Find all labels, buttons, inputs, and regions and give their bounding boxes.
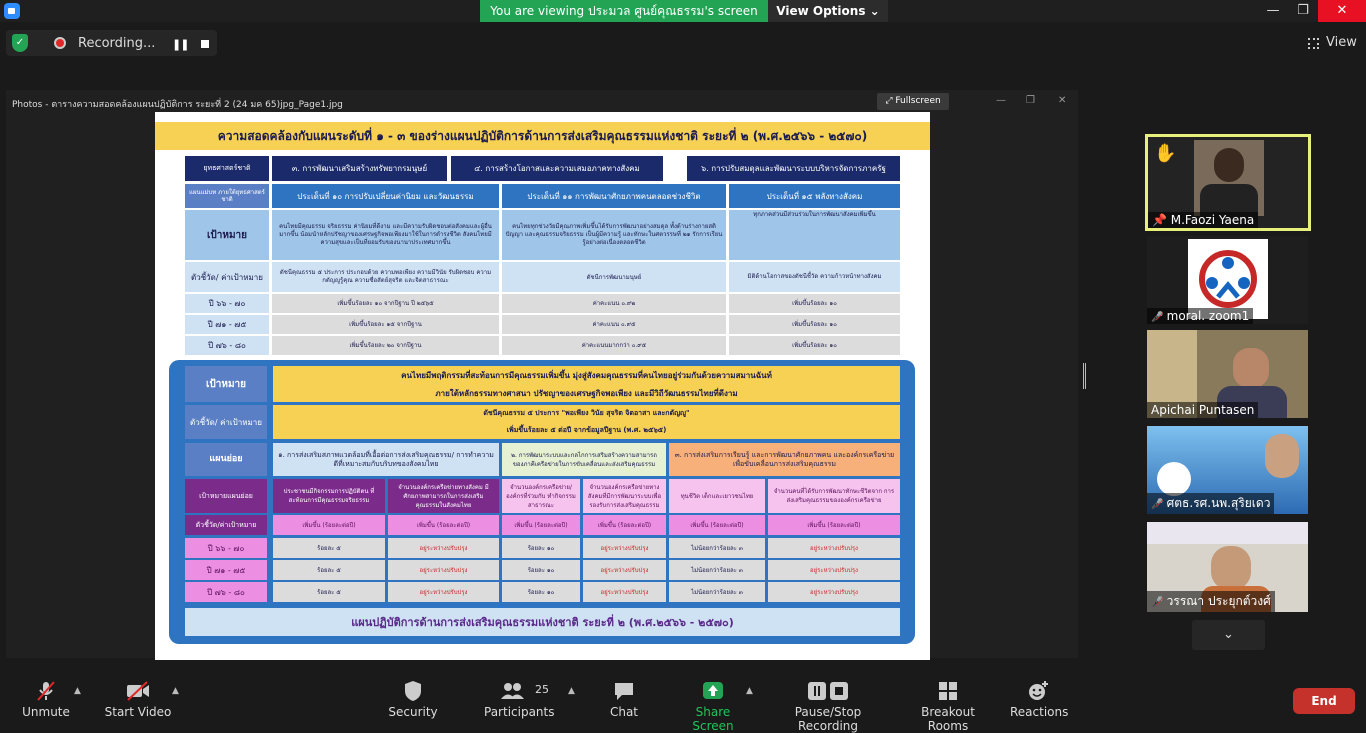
- breakout-rooms-button[interactable]: [902, 680, 994, 733]
- subgoal-label: เป้าหมายแผนย่อย: [185, 479, 267, 513]
- pause-stop-icon: [766, 680, 890, 702]
- end-meeting-button[interactable]: End: [1293, 688, 1355, 714]
- sub-year-value: อยู่ระหว่างปรับปรุง: [388, 560, 499, 580]
- subind: เพิ่มขึ้น (ร้อยละต่อปี): [273, 515, 385, 535]
- participant-tile[interactable]: [1147, 330, 1308, 418]
- share-screen-icon: [674, 680, 752, 702]
- participants-options-caret[interactable]: ▲: [568, 686, 575, 696]
- sub-year-value: ไม่น้อยกว่าร้อยละ ๓: [669, 582, 765, 602]
- start-video-label: Start Video: [104, 705, 172, 719]
- plan-goal-line-1: คนไทยมีพฤติกรรมที่สะท้อนการมีคุณธรรมเพิ่มขึ้น มุ่งสู่สังคมคุณธรรมที่คนไทยอยู่ร่วมกันด้วยความสมานฉันท์: [273, 366, 900, 384]
- plan-indicator-label: ตัวชี้วัด/ ค่าเป้าหมาย: [185, 405, 267, 439]
- video-options-caret[interactable]: ▲: [172, 686, 179, 696]
- subind: เพิ่มขึ้น (ร้อยละต่อปี): [583, 515, 666, 535]
- year-label: ปี ๗๖ - ๘๐: [185, 336, 269, 355]
- fullscreen-label: Fullscreen: [895, 96, 941, 106]
- sub-year-value: อยู่ระหว่างปรับปรุง: [583, 560, 666, 580]
- pause-recording-icon[interactable]: ❚❚: [172, 38, 189, 51]
- participant-face: [1233, 348, 1269, 388]
- participants-label: Participants: [484, 705, 555, 719]
- chevron-down-icon: ⌄: [1223, 627, 1234, 642]
- participant-face: [1265, 434, 1299, 478]
- chat-button[interactable]: [604, 680, 644, 719]
- banner-background: [1147, 522, 1308, 544]
- photos-restore-button[interactable]: ❐: [1026, 95, 1035, 106]
- minimize-button[interactable]: —: [1266, 3, 1280, 18]
- year-value: เพิ่มขึ้นร้อยละ ๑๕ จากปีฐาน: [272, 315, 499, 334]
- sub-year-value: อยู่ระหว่างปรับปรุง: [583, 582, 666, 602]
- goal-label: เป้าหมาย: [185, 210, 269, 260]
- mic-muted-icon: 🎤̸: [1151, 597, 1167, 608]
- document-title: ความสอดคล้องกับแผนระดับที่ ๑ - ๓ ของร่างแผนปฏิบัติการด้านการส่งเสริมคุณธรรมแห่งชาติ ระยะที่ ๒ (พ.ศ.๒๕๖๖ - ๒๕๗๐): [155, 122, 930, 150]
- breakout-label: Breakout Rooms: [921, 705, 975, 733]
- subgoal: จำนวนองค์กรเครือข่าย/ องค์กรที่ร่วมกับ ทำกิจกรรมสาธารณะ: [502, 479, 580, 513]
- unmute-button[interactable]: [20, 680, 72, 719]
- restore-button[interactable]: ❐: [1297, 3, 1309, 18]
- masterplan-col-1: ประเด็นที่ ๑๐ การปรับเปลี่ยนค่านิยม และวัฒนธรรม: [272, 184, 499, 208]
- security-button[interactable]: [388, 680, 438, 719]
- splitter-handle[interactable]: [1083, 363, 1086, 389]
- strategy-label: ยุทธศาสตร์ชาติ: [185, 156, 269, 181]
- sub-year-value: ร้อยละ ๕: [273, 560, 385, 580]
- sub-year-value: ไม่น้อยกว่าร้อยละ ๓: [669, 538, 765, 558]
- participant-tile[interactable]: [1147, 236, 1308, 324]
- participant-face: [1211, 546, 1251, 590]
- fullscreen-button[interactable]: [877, 93, 949, 110]
- year-value: เพิ่มขึ้นร้อยละ ๑๐: [729, 294, 900, 313]
- participant-video: [1194, 140, 1264, 216]
- cat-mascot: [1157, 462, 1191, 496]
- subgoal: จำนวนองค์กรเครือข่ายทางสังคม มีศักยภาพสามารถในการส่งเสริม คุณธรรมในสังคมไทย: [388, 479, 499, 513]
- sub-year-value: อยู่ระหว่างปรับปรุง: [583, 538, 666, 558]
- sub-year-value: อยู่ระหว่างปรับปรุง: [768, 538, 900, 558]
- subgoal: ประชาชนมีกิจกรรมการปฏิบัติตน ที่สะท้อนการมีคุณธรรมจริยธรรม: [273, 479, 385, 513]
- photos-minimize-button[interactable]: —: [996, 95, 1006, 106]
- strategy-col-2: ๔. การสร้างโอกาสและความเสมอภาคทางสังคม: [451, 156, 663, 181]
- moral-logo-icon: [1188, 239, 1268, 319]
- sub-year-label: ปี ๖๖ - ๗๐: [185, 538, 267, 558]
- participant-tile[interactable]: [1147, 522, 1308, 612]
- document-footer: แผนปฏิบัติการด้านการส่งเสริมคุณธรรมแห่งชาติ ระยะที่ ๒ (พ.ศ.๒๕๖๖ - ๒๕๗๐): [185, 608, 900, 636]
- participant-name: 🎤̸ moral. zoom1: [1147, 308, 1253, 324]
- share-screen-label: Share Screen: [692, 705, 734, 733]
- video-off-icon: [104, 680, 172, 702]
- sub-year-label: ปี ๗๑ - ๗๕: [185, 560, 267, 580]
- indicator-col-2: ดัชนีการพัฒนามนุษย์: [502, 262, 726, 292]
- sub-year-value: อยู่ระหว่างปรับปรุง: [768, 560, 900, 580]
- shared-document-image: [155, 112, 930, 660]
- start-video-button[interactable]: [104, 680, 172, 719]
- subind: เพิ่มขึ้น (ร้อยละต่อปี): [388, 515, 499, 535]
- year-value: เพิ่มขึ้นร้อยละ ๑๐ จากปีฐาน ปี ๒๕๖๕: [272, 294, 499, 313]
- sub-year-value: อยู่ระหว่างปรับปรุง: [388, 538, 499, 558]
- security-shield-icon: [388, 680, 438, 702]
- indicator-col-3: มิติด้านโอกาสของดัชนีชี้วัด ความก้าวหน้าทางสังคม: [729, 262, 900, 292]
- subplan-1: ๑. การส่งเสริมสภาพแวดล้อมที่เอื้อต่อการส่งเสริมคุณธรรม/ การทำความดีที่เหมาะสมกับบริบทของสังคมไทย: [273, 443, 499, 476]
- indicator-col-1: ดัชนีคุณธรรม ๕ ประการ ประกอบด้วย ความพอเพียง ความมีวินัย รับผิดชอบ ความกตัญญูรู้คุณ ความซื่อสัตย์สุจริต และจิตสาธารณะ: [272, 262, 499, 292]
- participant-tile-active[interactable]: [1145, 134, 1311, 231]
- goal-col-3: ทุกภาคส่วนมีส่วนร่วมในการพัฒนาสังคมเพิ่มขึ้น: [729, 210, 900, 260]
- subplan-2: ๒. การพัฒนาระบบและกลไกการเสริมสร้างความสามารถ ของภาคีเครือข่ายในการขับเคลื่อนและส่งเสริมคุณธรรม: [502, 443, 666, 476]
- subind: เพิ่มขึ้น (ร้อยละต่อปี): [669, 515, 765, 535]
- subgoal: ทุนชีวิต เด็กและเยาวชนไทย: [669, 479, 765, 513]
- recording-dot-icon: [54, 37, 66, 49]
- participant-name: Apichai Puntasen: [1147, 402, 1258, 418]
- year-value: เพิ่มขึ้นร้อยละ ๑๐: [729, 336, 900, 355]
- masterplan-col-3: ประเด็นที่ ๑๕ พลังทางสังคม: [729, 184, 900, 208]
- sub-year-value: ร้อยละ ๕: [273, 582, 385, 602]
- view-grid-icon[interactable]: [1308, 38, 1319, 49]
- participant-logo: [1188, 239, 1268, 319]
- share-screen-button[interactable]: [674, 680, 752, 733]
- audio-options-caret[interactable]: ▲: [74, 686, 81, 696]
- unmute-label: Unmute: [22, 705, 70, 719]
- sub-year-value: ไม่น้อยกว่าร้อยละ ๓: [669, 560, 765, 580]
- mic-muted-icon: 🎤̸: [1151, 312, 1167, 323]
- photos-close-button[interactable]: ✕: [1058, 95, 1067, 106]
- mic-muted-icon: 🎤̸: [1151, 499, 1167, 510]
- masterplan-label: แผนแม่บท ภายใต้ยุทธศาสตร์ชาติ: [185, 184, 269, 208]
- recording-status: Recording...: [78, 36, 156, 51]
- sub-year-value: ร้อยละ ๑๐: [502, 538, 580, 558]
- year-value: ค่าคะแนนมากกว่า ๐.๙๕: [502, 336, 726, 355]
- masterplan-col-2: ประเด็นที่ ๑๑ การพัฒนาศักยภาพคนตลอดช่วงชีวิต: [502, 184, 726, 208]
- chat-label: Chat: [609, 705, 639, 719]
- indicator-label: ตัวชี้วัด/ ค่าเป้าหมาย: [185, 262, 269, 292]
- expand-icon: ⤢: [885, 96, 896, 106]
- reactions-button[interactable]: [1010, 680, 1069, 719]
- year-label: ปี ๗๑ - ๗๕: [185, 315, 269, 334]
- participants-count: 25: [535, 683, 549, 696]
- view-button[interactable]: View: [1326, 35, 1357, 50]
- year-value: เพิ่มขึ้นร้อยละ ๒๐ จากปีฐาน: [272, 336, 499, 355]
- plan-goal-label: เป้าหมาย: [185, 366, 267, 402]
- strategy-col-3: ๖. การปรับสมดุลและพัฒนาระบบบริหารจัดการภาครัฐ: [687, 156, 900, 181]
- year-value: เพิ่มขึ้นร้อยละ ๑๐: [729, 315, 900, 334]
- stop-recording-icon[interactable]: [201, 40, 209, 48]
- sub-year-value: ร้อยละ ๕: [273, 538, 385, 558]
- encryption-shield-icon[interactable]: ✓: [12, 34, 28, 52]
- pause-stop-recording-button[interactable]: [766, 680, 890, 733]
- subplan-3: ๓. การส่งเสริมการเรียนรู้ และการพัฒนาศักยภาพคน และองค์กรเครือข่ายเพื่อขับเคลื่อนการส่งเสริมคุณธรรม: [669, 443, 900, 476]
- plan-indicator-line-1: ดัชนีคุณธรรม ๕ ประการ "พอเพียง วินัย สุจริต จิตอาสา และกตัญญู": [273, 405, 900, 422]
- scroll-down-button[interactable]: [1192, 620, 1265, 650]
- participant-tile[interactable]: [1147, 426, 1308, 514]
- sub-year-value: ร้อยละ ๑๐: [502, 560, 580, 580]
- goal-col-2: คนไทยทุกช่วงวัยมีคุณภาพเพิ่มขึ้นได้รับการพัฒนาอย่างสมดุล ทั้งด้านร่างกายสติปัญญา และคุณธรรมจริยธรรม เป็นผู้มีความรู้ และทักษะในศตวรรษที่ ๒๑ รักการเรียนรู้อย่างต่อเนื่องตลอดชีวิต: [502, 210, 726, 260]
- subplan-label: แผนย่อย: [185, 443, 267, 476]
- goal-col-1: คนไทยมีคุณธรรม จริยธรรม ค่านิยมที่ดีงาม และมีความรับผิดชอบต่อสังคมและผู้อื่นมากขึ้น น้อมนำหลักปรัชญาของเศรษฐกิจพอเพียงมาใช้ในการดำรงชีวิต สังคมไทยมีความสุขและเป็นที่ยอมรับของนานาประเทศมากขึ้น: [272, 210, 499, 260]
- sub-year-value: อยู่ระหว่างปรับปรุง: [768, 582, 900, 602]
- strategy-col-1: ๓. การพัฒนาเสริมสร้างทรัพยากรมนุษย์: [272, 156, 447, 181]
- chat-bubble-icon: [604, 680, 644, 702]
- participant-name: 📌 M.Faozi Yaena: [1148, 212, 1258, 228]
- close-window-button[interactable]: ✕: [1318, 0, 1366, 22]
- view-options-button[interactable]: View Options ⌄: [768, 0, 888, 22]
- participant-name: 🎤̸ ศตธ.รศ.นพ.สุริยเดว: [1147, 493, 1274, 514]
- photos-window-title: Photos - ตารางความสอดคล้องแผนปฏิบัติการ ระยะที่ 2 (24 มค 65)jpg_Page1.jpg: [12, 100, 343, 110]
- subgoal: จำนวนคนที่ได้รับการพัฒนาทักษะชีวิตจาก การส่งเสริมคุณธรรมขององค์กรเครือข่าย: [768, 479, 900, 513]
- sub-year-value: อยู่ระหว่างปรับปรุง: [388, 582, 499, 602]
- year-value: ค่าคะแนน ๐.๙๕: [502, 315, 726, 334]
- breakout-rooms-icon: [902, 680, 994, 702]
- sub-year-label: ปี ๗๖ - ๘๐: [185, 582, 267, 602]
- sub-year-value: ร้อยละ ๑๐: [502, 582, 580, 602]
- subind: เพิ่มขึ้น (ร้อยละต่อปี): [768, 515, 900, 535]
- mic-off-icon: [20, 680, 72, 702]
- zoom-logo-icon: [4, 3, 20, 19]
- share-options-caret[interactable]: ▲: [746, 686, 753, 696]
- raised-hand-icon: ✋: [1154, 143, 1177, 164]
- viewing-banner: You are viewing ประมวล ศูนย์คุณธรรม's screen: [480, 0, 768, 22]
- participant-name: 🎤̸ วรรณา ประยุกต์วงศ์: [1147, 591, 1275, 612]
- reactions-label: Reactions: [1010, 705, 1069, 719]
- year-value: ค่าคะแนน ๐.๙๒: [502, 294, 726, 313]
- reactions-smiley-icon: [1010, 680, 1066, 702]
- security-label: Security: [388, 705, 438, 719]
- plan-indicator-line-2: เพิ่มขึ้นร้อยละ ๕ ต่อปี จากข้อมูลปีฐาน (พ.ศ. ๒๕๖๕): [273, 422, 900, 439]
- year-label: ปี ๖๖ - ๗๐: [185, 294, 269, 313]
- subind: เพิ่มขึ้น (ร้อยละต่อปี): [502, 515, 580, 535]
- subind-label: ตัวชี้วัด/ค่าเป้าหมาย: [185, 515, 267, 535]
- subgoal: จำนวนองค์กรเครือข่ายทาง สังคมที่มีการพัฒนาระบบเพื่อ รองรับการส่งเสริมคุณธรรม: [583, 479, 666, 513]
- pin-icon: 📌: [1152, 213, 1171, 227]
- plan-goal-line-2: ภายใต้หลักธรรมทางศาสนา ปรัชญาของเศรษฐกิจพอเพียง และมีวิถีวัฒนธรรมไทยที่ดีงาม: [273, 384, 900, 402]
- recording-label: Pause/Stop Recording: [794, 705, 862, 733]
